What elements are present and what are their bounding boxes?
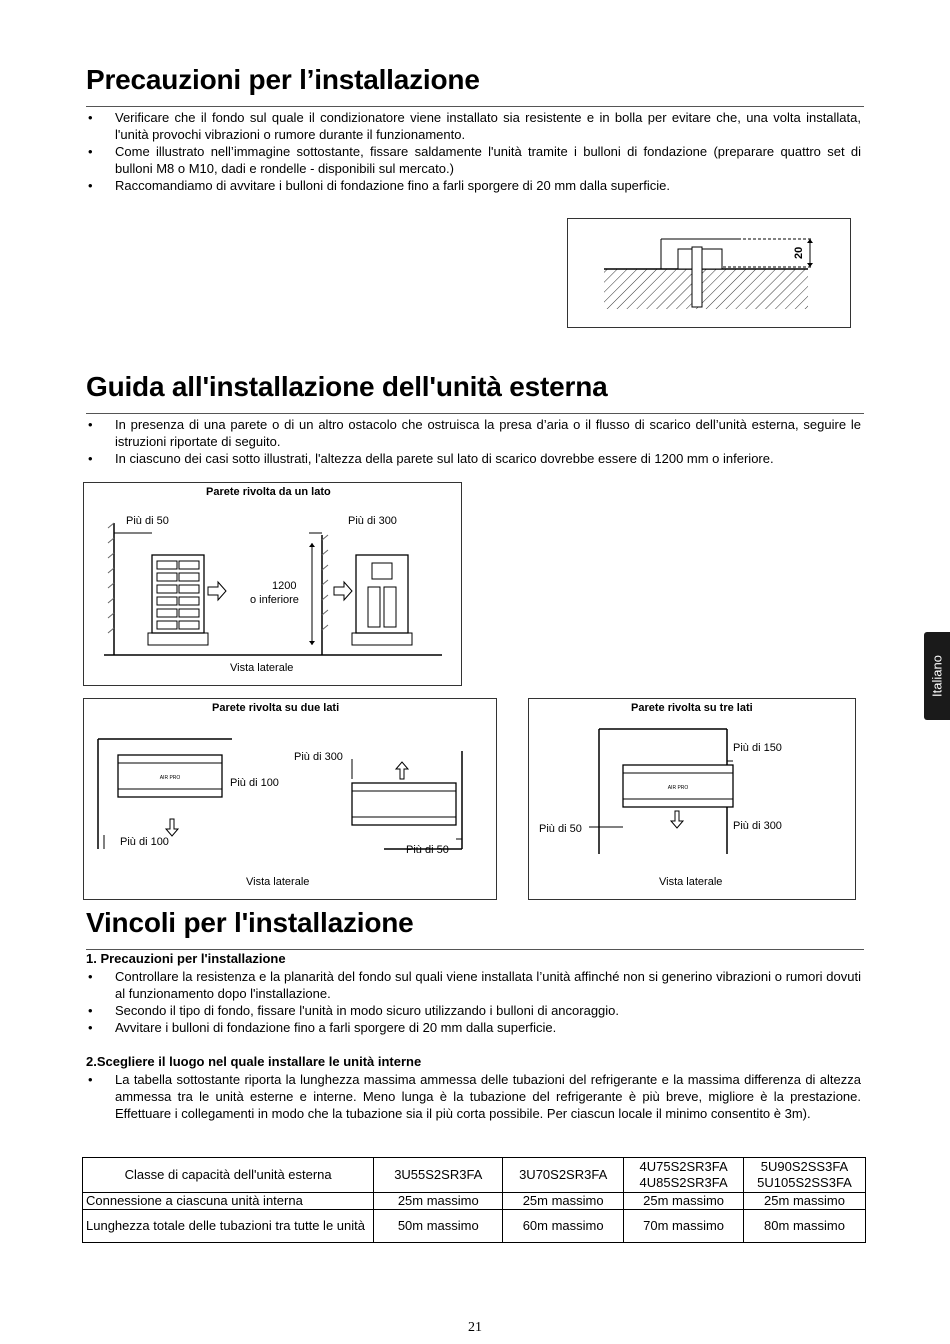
height-label: 1200 [272, 580, 297, 592]
list-item: • In presenza di una parete o di un altro ostacolo che ostruisca la presa d’aria o il flusso di scarico dell’unità esterna, seguire le istruzioni riportate di seguito. [86, 416, 861, 450]
table-cell: 25m massimo [624, 1193, 744, 1210]
clearance-label: Più di 150 [733, 742, 782, 754]
list-item: • Raccomandiamo di avvitare i bulloni di fondazione fino a farli sporgere di 20 mm dalla superficie. [86, 177, 861, 194]
figure-caption: Vista laterale [246, 876, 310, 888]
figure-wall-two-sides [83, 698, 497, 900]
table-header-cell: 3U55S2SR3FA [374, 1158, 503, 1193]
unit-brand: AIR PRO [159, 775, 181, 781]
subsection-title: 1. Precauzioni per l'installazione [86, 951, 286, 966]
figure-wall-one-side [83, 482, 462, 686]
bolt [692, 247, 702, 307]
figure-title: Parete rivolta da un lato [206, 486, 331, 498]
title-rule [86, 106, 864, 107]
table-header-cell [744, 1158, 866, 1193]
table-cell: 80m massimo [744, 1210, 866, 1243]
constraints-list [86, 968, 861, 1036]
table-row-label: Connessione a ciascuna unità interna [83, 1193, 374, 1210]
foundation-bolt-figure [567, 218, 851, 328]
model-name: 4U85S2SR3FA [639, 1175, 728, 1190]
figure-caption: Vista laterale [659, 876, 723, 888]
page-number: 21 [468, 1320, 482, 1335]
subsection-title: 2.Scegliere il luogo nel quale installare le unità interne [86, 1054, 422, 1069]
outdoor-guide-list [86, 416, 861, 467]
title-rule [86, 949, 864, 950]
clearance-label: Più di 300 [348, 515, 397, 527]
language-tab [924, 632, 950, 720]
dimension-label: 20 [793, 246, 805, 259]
clearance-label: Più di 300 [294, 751, 343, 763]
table-cell: 60m massimo [503, 1210, 624, 1243]
figure-title: Parete rivolta su tre lati [631, 702, 753, 714]
clearance-label: Più di 50 [539, 823, 582, 835]
list-item: • La tabella sottostante riporta la lunghezza massima ammessa delle tubazioni del refrigerante e la massima differenza di altezza ammessa tra le unità esterne e interne. Meno lunga è la tubazione del refrigerante è più breve, migliore è la prestazione. Effettuare i collegamenti in modo che la tubazione sia il più corta possibile. Per ciascun locale il minimo consentito è 3m). [86, 1071, 861, 1122]
model-name: 5U90S2SS3FA [760, 1159, 849, 1174]
table-header-cell: Classe di capacità dell'unità esterna [83, 1158, 374, 1193]
model-name: 4U75S2SR3FA [639, 1159, 728, 1174]
ground-hatch [604, 269, 808, 309]
list-item: • In ciascuno dei casi sotto illustrati, l'altezza della parete sul lato di scarico dovrebbe essere di 1200 mm o inferiore. [86, 450, 861, 467]
table-cell: 25m massimo [374, 1193, 503, 1210]
title-rule [86, 413, 864, 414]
table-row [83, 1193, 866, 1210]
clearance-label: Più di 50 [406, 844, 449, 856]
table-header-cell: 3U70S2SR3FA [503, 1158, 624, 1193]
clearance-label: Più di 50 [126, 515, 169, 527]
list-item: • Verificare che il fondo sul quale il condizionatore viene installato sia resistente e in bolla per evitare che, una volta installata, l'unità provochi vibrazioni o rumore durante il funzionamento. [86, 109, 861, 143]
piping-spec-table [82, 1157, 866, 1243]
list-item: • Avvitare i bulloni di fondazione fino a farli sporgere di 20 mm dalla superficie. [86, 1019, 861, 1036]
figure-caption: Vista laterale [230, 662, 294, 674]
language-tab-label: Italiano [929, 655, 945, 697]
height-label: o inferiore [250, 594, 299, 606]
table-cell: 50m massimo [374, 1210, 503, 1243]
table-cell: 25m massimo [503, 1193, 624, 1210]
unit-brand: AIR PRO [667, 785, 689, 791]
list-item: • Come illustrato nell’immagine sottostante, fissare saldamente l'unità tramite i bulloni di fondazione (preparare quattro set di bulloni M8 o M10, dadi e rondelle - disponibili sul mercato.) [86, 143, 861, 177]
list-item: • Controllare la resistenza e la planarità del fondo sul quali viene installata l’unità affinché non si generino vibrazioni o rumori dovuti al funzionamento dopo l'installazione. [86, 968, 861, 1002]
model-name: 5U105S2SS3FA [757, 1175, 852, 1190]
clearance-label: Più di 100 [120, 836, 169, 848]
precautions-list [86, 109, 861, 194]
table-cell: 70m massimo [624, 1210, 744, 1243]
clearance-label: Più di 100 [230, 777, 279, 789]
figure-title: Parete rivolta su due lati [212, 702, 340, 714]
list-item: • Secondo il tipo di fondo, fissare l'unità in modo sicuro utilizzando i bulloni di ancoraggio. [86, 1002, 861, 1019]
table-row [83, 1210, 866, 1243]
table-header-cell [624, 1158, 744, 1193]
table-cell: 25m massimo [744, 1193, 866, 1210]
section-title-outdoor-guide: Guida all'installazione dell'unità esterna [86, 371, 608, 402]
figure-wall-three-sides [528, 698, 856, 900]
section-title-precautions: Precauzioni per l’installazione [86, 64, 480, 95]
location-list [86, 1071, 861, 1122]
table-row [83, 1158, 866, 1193]
table-row-label: Lunghezza totale delle tubazioni tra tutte le unità [83, 1210, 374, 1243]
section-title-constraints: Vincoli per l'installazione [86, 907, 414, 938]
clearance-label: Più di 300 [733, 820, 782, 832]
